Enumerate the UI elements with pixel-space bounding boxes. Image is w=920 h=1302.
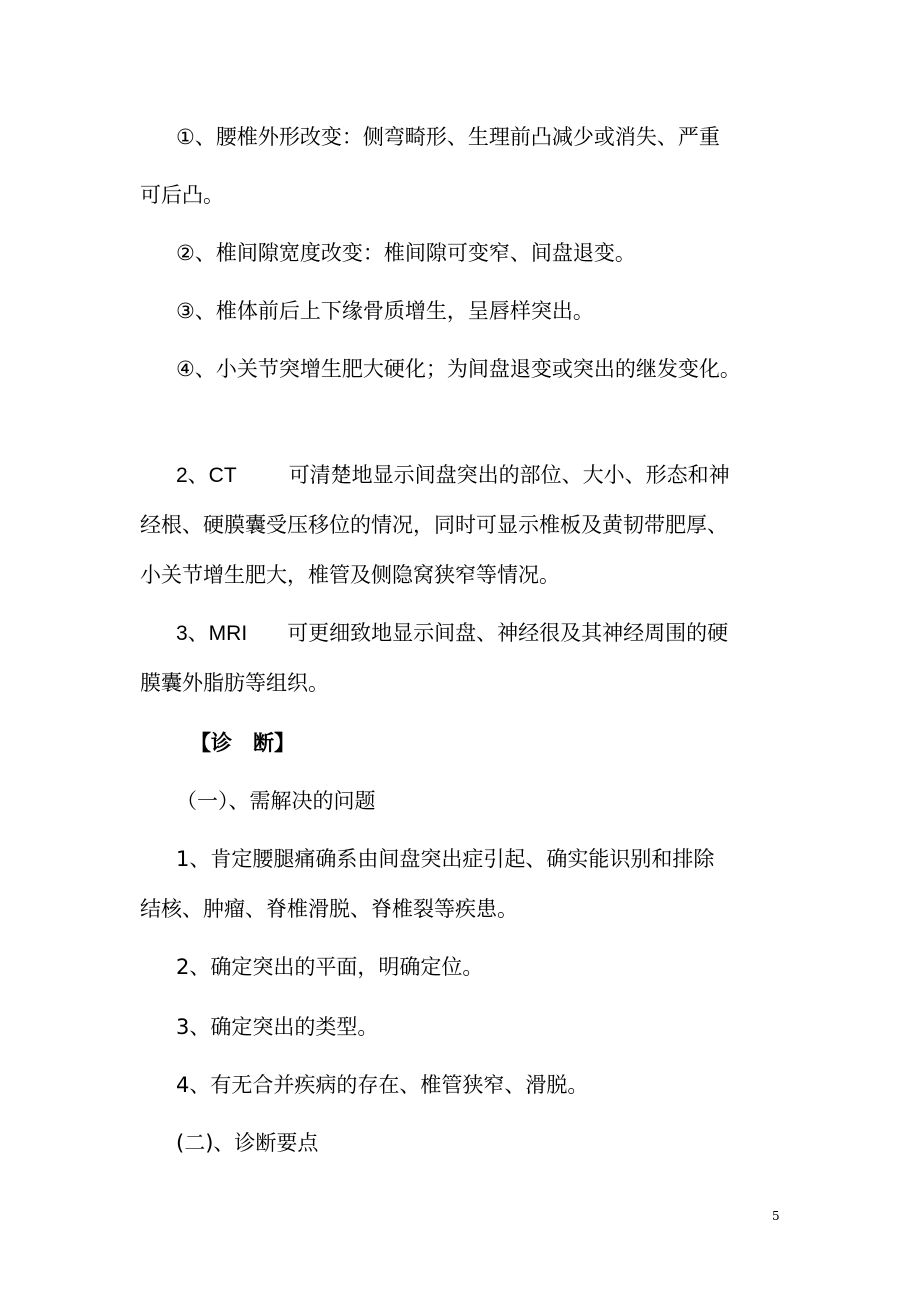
mri-text: 可更细致地显示间盘、神经很及其神经周围的硬 — [287, 621, 729, 645]
text-line: 小关节增生肥大，椎管及侧隐窝狭窄等情况。 — [140, 563, 560, 587]
text-line: 结核、肿瘤、脊椎滑脱、脊椎裂等疾患。 — [140, 897, 518, 921]
mri-line — [176, 618, 728, 649]
text-line: 经根、硬膜囊受压移位的情况，同时可显示椎板及黄韧带肥厚、 — [140, 513, 728, 537]
subheading: （一）、需解决的问题 — [176, 789, 376, 813]
ct-line — [176, 460, 730, 491]
section-heading: 【诊 断】 — [190, 731, 295, 755]
text-line: 可后凸。 — [140, 183, 224, 207]
ct-text: 可清楚地显示间盘突出的部位、大小、形态和神 — [288, 463, 730, 487]
ct-label: 2、CT — [176, 464, 237, 487]
text-line: 4、有无合并疾病的存在、椎管狭窄、滑脱。 — [176, 1073, 589, 1097]
mri-label: 3、MRI — [176, 622, 248, 645]
page-number: 5 — [772, 1209, 780, 1223]
text-line: 2、确定突出的平面，明确定位。 — [176, 955, 484, 979]
text-line: ④、小关节突增生肥大硬化；为间盘退变或突出的继发变化。 — [176, 357, 741, 381]
text-line: 1、肯定腰腿痛确系由间盘突出症引起、确实能识别和排除 — [176, 847, 715, 871]
text-line: ②、椎间隙宽度改变：椎间隙可变窄、间盘退变。 — [176, 241, 636, 265]
text-line: 3、确定突出的类型。 — [176, 1015, 379, 1039]
text-line: 膜囊外脂肪等组织。 — [140, 671, 329, 695]
text-line: ①、腰椎外形改变：侧弯畸形、生理前凸减少或消失、严重 — [176, 125, 720, 149]
subheading: (二)、诊断要点 — [176, 1131, 319, 1155]
text-line: ③、椎体前后上下缘骨质增生，呈唇样突出。 — [176, 299, 594, 323]
